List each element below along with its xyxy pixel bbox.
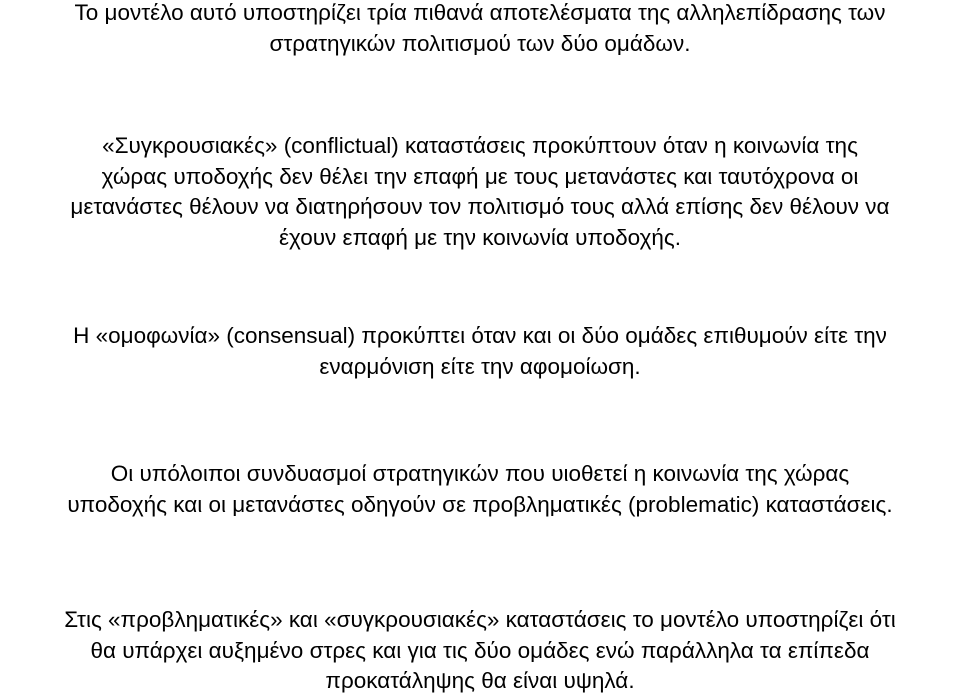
text-line: θα υπάρχει αυξημένο στρες και για τις δύο ομάδες ενώ παράλληλα τα επίπεδα <box>90 637 870 663</box>
text-line: υποδοχής και οι μετανάστες οδηγούν σε προβληματικές (problematic) καταστάσεις. <box>67 491 893 517</box>
text-line: έχουν επαφή με την κοινωνία υποδοχής. <box>279 224 681 250</box>
text-line: χώρας υποδοχής δεν θέλει την επαφή με τους μετανάστες και ταυτόχρονα οι <box>101 163 859 189</box>
text-line: μετανάστες θέλουν να διατηρήσουν τον πολιτισμό τους αλλά επίσης δεν θέλουν να <box>70 194 890 219</box>
text-line: προκατάληψης θα είναι υψηλά. <box>325 668 635 693</box>
paragraph-conflictual <box>0 131 960 253</box>
text-line: εναρμόνιση είτε την αφομοίωση. <box>319 353 641 379</box>
text-line: στρατηγικών πολιτισμού των δύο ομάδων. <box>269 30 691 56</box>
text-line: Η «ομοφωνία» (consensual) προκύπτει όταν και οι δύο ομάδες επιθυμούν είτε την <box>73 323 887 348</box>
text-line: Στις «προβληματικές» και «συγκρουσιακές» καταστάσεις το μοντέλο υποστηρίζει ότι <box>64 607 896 632</box>
paragraph-stress-prejudice <box>0 605 960 697</box>
text-line: Το μοντέλο αυτό υποστηρίζει τρία πιθανά αποτελέσματα της αλληλεπίδρασης των <box>74 0 886 25</box>
paragraph-model-outcomes <box>0 0 960 59</box>
paragraph-problematic <box>0 459 960 520</box>
paragraph-consensual <box>0 321 960 382</box>
text-line: Οι υπόλοιποι συνδυασμοί στρατηγικών που υιοθετεί η κοινωνία της χώρας <box>110 461 850 486</box>
text-line: «Συγκρουσιακές» (conflictual) καταστάσεις προκύπτουν όταν η κοινωνία της <box>102 133 858 158</box>
